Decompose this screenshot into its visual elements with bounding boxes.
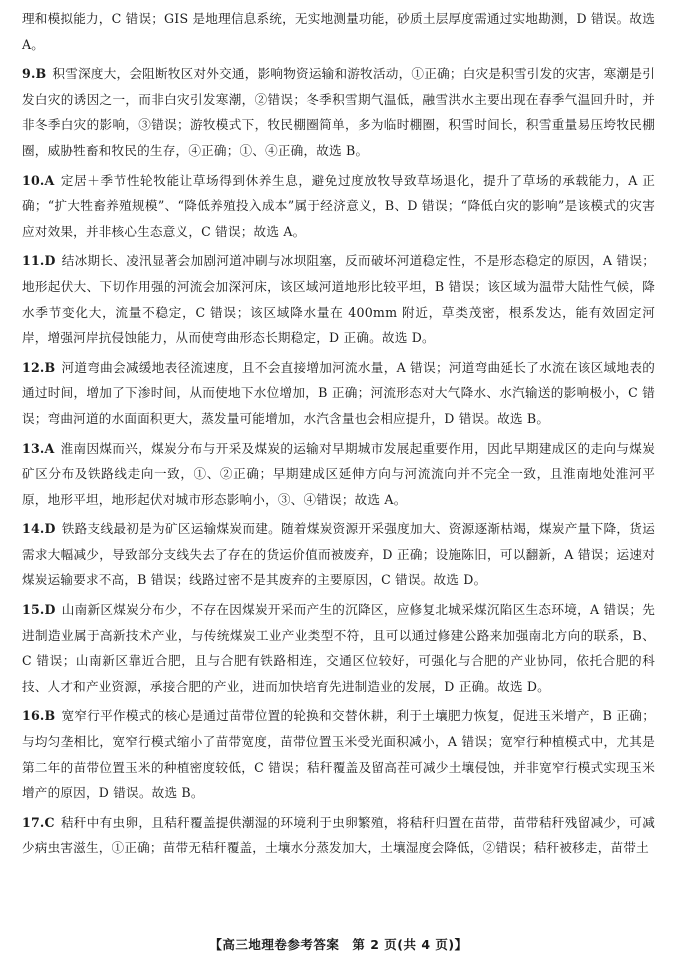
- answer-text: 河道弯曲会减缓地表径流速度，且不会直接增加河流水量，A 错误；河道弯曲延长了水流在该区域地表的通过时间，增加了下渗时间，从而使地下水位增加，B 正确；河流形态对大气降水、水汽输送的影响极小，C 错误；弯曲河道的水面面积更大，蒸发量可能增加，水汽含量也会相应提升，D 错误。故选 B。: [22, 359, 655, 426]
- answer-item: [22, 810, 655, 861]
- answer-number: 11.D: [22, 253, 56, 269]
- answer-item: [22, 355, 655, 432]
- answer-item: [22, 168, 655, 245]
- answer-number: 14.D: [22, 521, 56, 537]
- answer-item: [22, 597, 655, 699]
- page-footer: 【高三地理卷参考答案 第 2 页(共 4 页)】: [209, 937, 468, 952]
- answer-text: 宽窄行平作模式的核心是通过苗带位置的轮换和交替休耕，利于土壤肥力恢复，促进玉米增产，B 正确；与均匀垄相比，宽窄行模式缩小了苗带宽度，苗带位置玉米受光面积减小，A 错误；宽窄行种植模式中，尤其是第二年的苗带位置玉米的种植密度较低，C 错误；秸秆覆盖及留高茬可减少土壤侵蚀，并非宽窄行模式实现玉米增产的原因，D 错误。故选 B。: [22, 708, 655, 801]
- answer-content: [22, 6, 655, 861]
- answer-number: 9.B: [22, 66, 47, 82]
- answer-text: 淮南因煤而兴，煤炭分布与开采及煤炭的运输对早期城市发展起重要作用，因此早期建成区的走向与煤炭矿区分布及铁路线走向一致，①、②正确；早期建成区延伸方向与河流流向并不完全一致，且淮南地处淮河平原，地形平坦，地形起伏对城市形态影响小，③、④错误；故选 A。: [22, 440, 655, 507]
- answer-item: [22, 61, 655, 163]
- answer-number: 12.B: [22, 359, 56, 375]
- answer-item: [22, 516, 655, 593]
- answer-item: [22, 703, 655, 805]
- answer-number: 15.D: [22, 602, 56, 618]
- answer-number: 17.C: [22, 814, 55, 830]
- answer-number: 16.B: [22, 708, 56, 724]
- answer-text: 结冰期长、凌汛显著会加剧河道冲刷与冰坝阻塞，反而破坏河道稳定性，不是形态稳定的原因，A 错误；地形起伏大、下切作用强的河流会加深河床，该区域河道地形比较平坦，B 错误；该区域为温带大陆性气候，降水季节变化大，流量不稳定，C 错误；该区域降水量在 400mm 附近，草类茂密，根系发达，能有效固定河岸，增强河岸抗侵蚀能力，从而使弯曲形态长期稳定，D 正确。故选 D。: [22, 253, 655, 346]
- answer-item: [22, 248, 655, 350]
- answer-item: [22, 436, 655, 513]
- answer-number: 10.A: [22, 172, 55, 188]
- answer-text: 山南新区煤炭分布少，不存在因煤炭开采而产生的沉降区，应修复北城采煤沉陷区生态环境，A 错误；先进制造业属于高新技术产业，与传统煤炭工业产业类型不符，且可以通过修建公路来加强南北方向的联系，B、C 错误；山南新区靠近合肥，且与合肥有铁路相连，交通区位较好，可强化与合肥的产业协同，依托合肥的科技、人才和产业资源，承接合肥的产业，进而加快培育先进制造业的发展，D 正确。故选 D。: [22, 602, 655, 694]
- continuation-paragraph: 理和模拟能力，C 错误；GIS 是地理信息系统，无实地测量功能，砂质土层厚度需通过实地勘测，D 错误。故选 A。: [22, 11, 655, 52]
- answer-text: 定居＋季节性轮牧能让草场得到休养生息，避免过度放牧导致草场退化，提升了草场的承载能力，A 正确；“扩大牲畜养殖规模”、“降低养殖投入成本”属于经济意义，B、D 错误；“降低白灾的影响”是该模式的灾害应对效果，并非核心生态意义，C 错误；故选 A。: [22, 172, 655, 239]
- answer-text: 铁路支线最初是为矿区运输煤炭而建。随着煤炭资源开采强度加大、资源逐渐枯竭，煤炭产量下降，货运需求大幅减少，导致部分支线失去了存在的货运价值而被废弃，D 正确；设施陈旧，可以翻新，A 错误；运速对煤炭运输要求不高，B 错误；线路过密不是其废弃的主要原因，C 错误。故选 D。: [22, 521, 655, 588]
- answer-text: 积雪深度大，会阻断牧区对外交通，影响物资运输和游牧活动，①正确；白灾是积雪引发的灾害，寒潮是引发白灾的诱因之一，而非白灾引发寒潮，②错误；冬季积雪期气温低，融雪洪水主要出现在春季气温回升时，并非冬季白灾的影响，③错误；游牧模式下，牧民棚圈简单，多为临时棚圈，积雪时间长，积雪重量易压垮牧民棚圈，威胁牲畜和牧民的生存，④正确；①、④正确，故选 B。: [22, 66, 655, 158]
- answer-text: 秸秆中有虫卵，且秸秆覆盖提供潮湿的环境利于虫卵繁殖，将秸秆归置在苗带，苗带秸秆残留减少，可减少病虫害滋生，①正确；苗带无秸秆覆盖，土壤水分蒸发加大，土壤湿度会降低，②错误；秸秆被移走，苗带土: [22, 814, 655, 856]
- answer-number: 13.A: [22, 440, 55, 456]
